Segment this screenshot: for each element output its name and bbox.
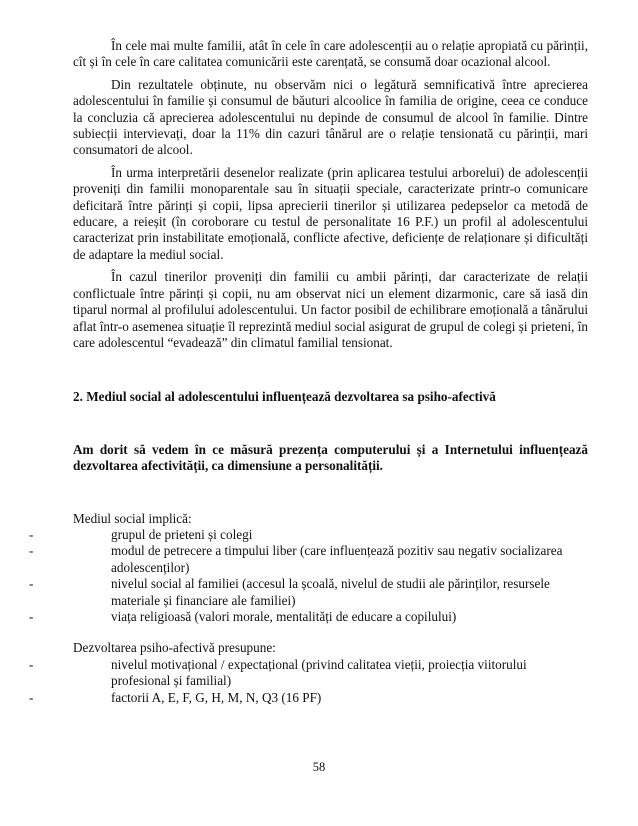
social-env-list bbox=[29, 526, 588, 625]
paragraph-two-parent-families: În cazul tinerilor proveniți din familii cu ambii părinți, dar caracterizate de relații conflictuale între părinți și copii, nu am observat nici un element dizarmonic, care să iasă din tiparul normal al profilului adolescentului. Un factor posibil de echilibrare emoțională a tânărului aflat într-o asemenea situație îl reprezintă mediul social asigurat de grupul de colegi și prieteni, în care adolescentul “evadează” din climatul familial tensionat. bbox=[73, 269, 588, 350]
development-intro: Dezvoltarea psiho-afectivă presupune: bbox=[73, 640, 276, 656]
list-item: - viața religioasă (valori morale, mentalități de educare a copilului) bbox=[29, 608, 457, 624]
dash-marker: - bbox=[29, 526, 34, 542]
list-item: - grupul de prieteni și colegi bbox=[29, 526, 253, 542]
research-question: Am dorit să vedem în ce măsură prezența computerului și a Internetului influențează dezvoltarea afectivității, ca dimensiune a personalității. bbox=[73, 441, 588, 474]
paragraph-results: Din rezultatele obținute, nu observăm nici o legătură semnificativă între aprecierea adolescentului în familie și consumul de băuturi alcoolice în familia de origine, ceea ce conduce la concluzia că aprecierea adolescentului nu depinde de consumul de alcool în familie. Dintre subiecții intervievați, doar la 11% din cazuri tânărul are o relație tensionată cu părinții, mari consumatori de alcool. bbox=[73, 76, 588, 158]
social-env-intro: Mediul social implică: bbox=[73, 510, 192, 526]
list-item: - nivelul motivațional / expectațional (privind calitatea vieții, proiecția viitorului profesional și familial) bbox=[29, 656, 527, 689]
paragraph-family-alcohol: În cele mai multe familii, atât în cele în care adolescenții au o relație apropiată cu părinții, cît și în cele în care calitatea comunicării este carențată, se consumă doar ocazional alcool. bbox=[73, 38, 588, 70]
dash-marker: - bbox=[29, 656, 34, 672]
page-number: 58 bbox=[312, 760, 326, 774]
dash-marker: - bbox=[29, 689, 34, 705]
paragraph-tree-test: În urma interpretării desenelor realizate (prin aplicarea testului arborelui) de adolescenții proveniți din familii monoparentale sau în situații speciale, caracterizate printr-o comunicare deficitară între părinți și copii, lipsa aprecierii tinerilor și utilizarea pedepselor ca metodă de educare, a reieșit (în coroborare cu testul de personalitate 16 P.F.) un profil al adolescentului caracterizat prin instabilitate emoțională, conflicte afective, deficiențe de relaționare și dificultăți de adaptare la mediul social. bbox=[73, 164, 588, 262]
page-body bbox=[29, 38, 588, 706]
dash-marker: - bbox=[29, 608, 34, 624]
dash-marker: - bbox=[29, 543, 34, 559]
development-list bbox=[29, 656, 588, 706]
list-item: - nivelul social al familiei (accesul la școală, nivelul de studii ale părinților, resursele materiale și financiare ale familiei) bbox=[29, 576, 550, 608]
list-item: - modul de petrecere a timpului liber (care influențează pozitiv sau negativ socializarea adolescenților) bbox=[29, 543, 563, 575]
list-item: - factorii A, E, F, G, H, M, N, Q3 (16 PF) bbox=[29, 689, 322, 705]
section-heading: 2. Mediul social al adolescentului influențează dezvoltarea sa psiho-afectivă bbox=[73, 389, 496, 405]
dash-marker: - bbox=[29, 576, 34, 592]
